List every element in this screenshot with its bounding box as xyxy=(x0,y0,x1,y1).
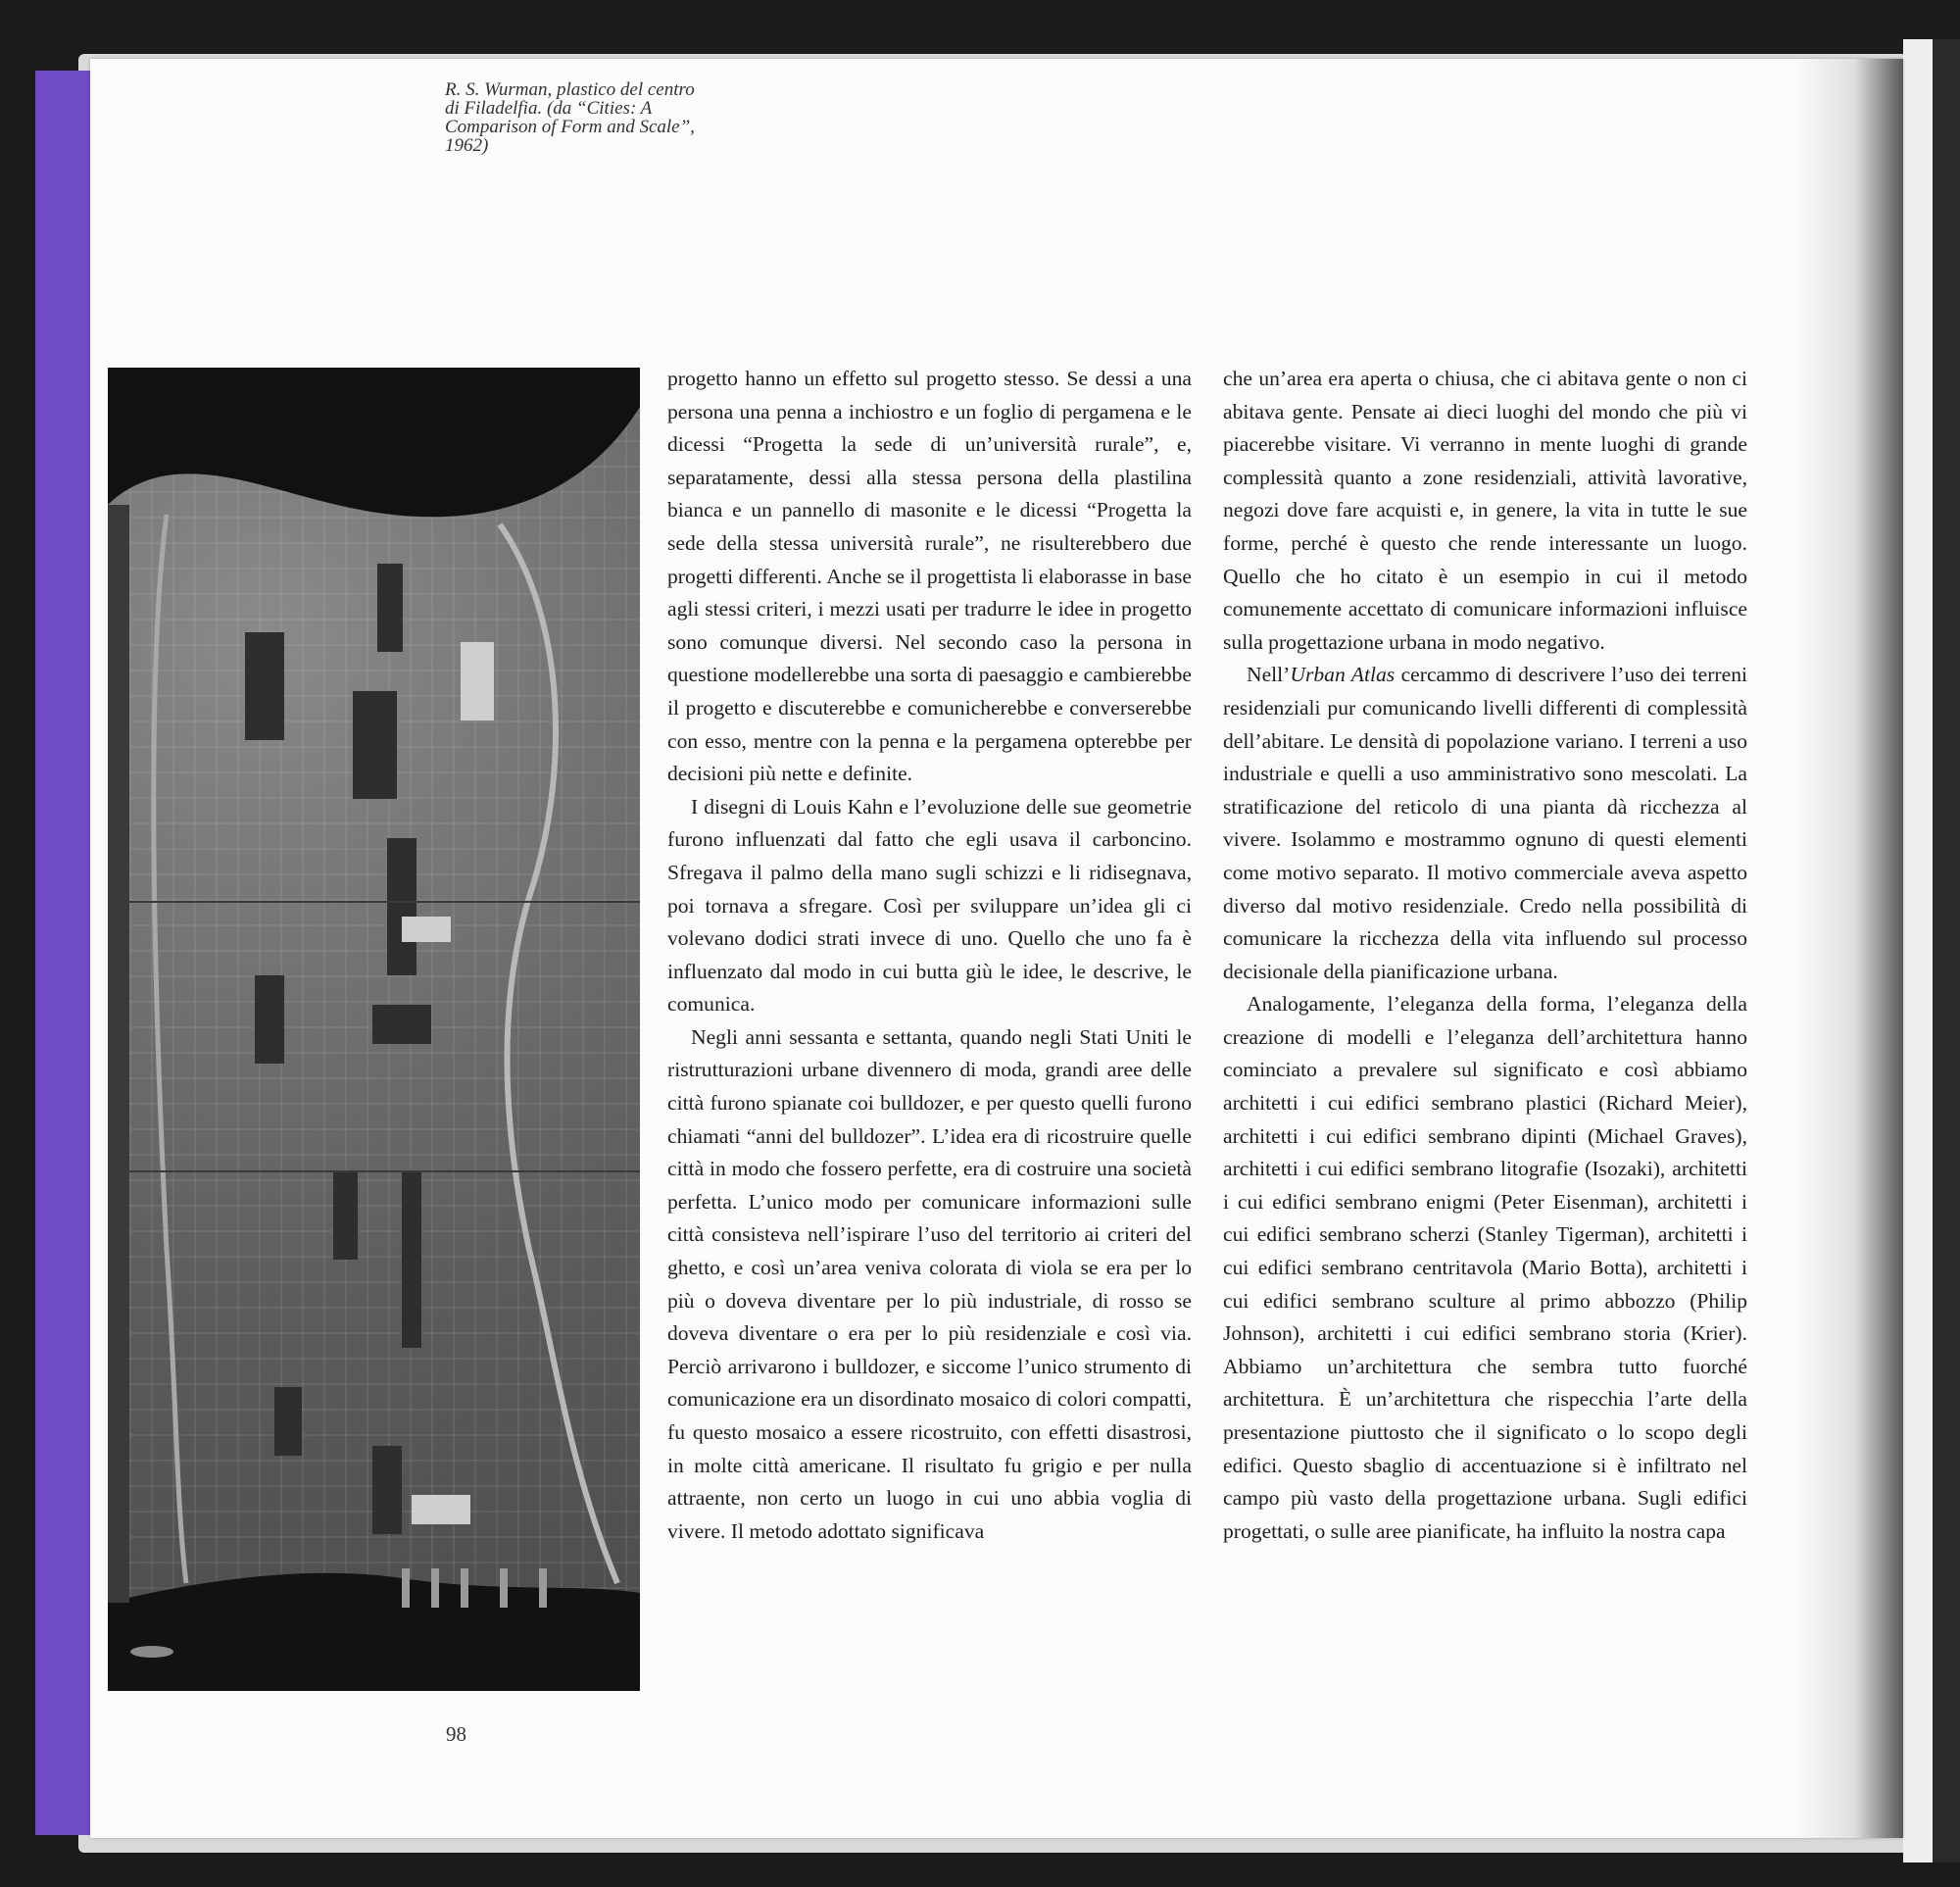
purple-page-edge xyxy=(35,71,96,1835)
boulevard-right xyxy=(500,524,617,1583)
paragraph: che un’area era aperta o chiusa, che ci abitava gente o non ci abitava gente. Pensate ai dieci luoghi del mondo che più vi piacerebbe visitare. Vi verranno in mente luoghi di grande complessità quanto a zone residenziali, attività lavorative, negozi dove fare acquisti e, in genere, la vita in tutte le sue forme, perché è questo che rende interessante un luogo. Quello che ho citato è un esempio in cui il metodo comunemente accettato di comunicare informazioni influisce sulla progettazione urbana in modo negativo. xyxy=(1223,367,1747,654)
left-edge-shadow xyxy=(108,505,129,1603)
caption-line-3: Comparison of Form and Scale”, xyxy=(445,117,695,137)
river-top xyxy=(108,368,640,517)
caption-line-1: R. S. Wurman, plastico del centro xyxy=(445,79,695,100)
page-number: 98 xyxy=(446,1722,466,1746)
lit-blocks xyxy=(402,642,494,1524)
boat xyxy=(130,1646,173,1658)
page-gutter-shadow xyxy=(1795,59,1903,1838)
city-model-illustration xyxy=(108,368,640,1691)
text-column-left xyxy=(667,363,1192,1548)
river-bottom xyxy=(108,1573,640,1691)
paragraph-start: Nell’ xyxy=(1247,663,1291,687)
paragraph-rest: cercammo di descrivere l’uso dei terreni residenziali pur comunicando livelli differenti di complessità dell’abitare. Le densità di popolazione variano. I terreni a uso industriale e quelli a uso amministrativo sono mescolati. La stratificazione del reticolo di una pianta dà ricchezza al vivere. Isolammo e mostrammo ognuno di questi elementi come motivo separato. Il motivo commerciale aveva aspetto diverso dal motivo residenziale. Credo nella possibilità di comunicare la ricchezza della vita influendo sul processo decisionale della pianificazione urbana. xyxy=(1223,663,1747,983)
caption-line-4: 1962) xyxy=(445,135,489,156)
paragraph: Negli anni sessanta e settanta, quando negli Stati Uniti le ristrutturazioni urbane divennero di moda, grandi aree delle città furono spianate coi bulldozer, e per questo quelli furono chiamati “anni del bulldozer”. L’idea era di ricostruire quelle città in modo che fossero perfette, era di costruire una società perfetta. L’unico modo per comunicare informazioni sulle città consisteva nell’ispirare l’uso del territorio ai criteri del ghetto, e così un’area veniva colorata di viola se era per lo più o doveva diventare per lo più industriale, di rosso se doveva diventare o era per lo più residenziale e così via. Perciò arrivarono i bulldozer, e siccome l’unico strumento di comunicazione era un disordinato mosaico di colori compatti, fu questo mosaico a essere ricostruito, con effetti disastrosi, in molte città americane. Il risultato fu grigio e per nulla attraente, non certo un luogo in cui uno abbia voglia di vivere. Il metodo adottato significava xyxy=(667,1024,1192,1543)
boulevard-left xyxy=(154,515,186,1583)
central-blocks xyxy=(245,564,431,1534)
facing-page-edge xyxy=(1903,39,1960,1862)
paragraph: progetto hanno un effetto sul progetto stesso. Se dessi a una persona una penna a inchiostro e un foglio di pergamena e le dicessi “Progetta la sede di un’università rurale”, e, separatamente, dessi alla stessa persona della plastilina bianca e un pannello di masonite e le dicessi “Progetta la sede della stessa università rurale”, ne risulterebbero due progetti differenti. Anche se il progettista li elaborasse in base agli stessi criteri, i mezzi usati per tradurre le idee in progetto sono comunque diversi. Nel secondo caso la persona in questione modellerebbe una sorta di paesaggio e cambierebbe il progetto e discuterebbe e comunicherebbe e converserebbe con esso, mentre con la penna e la pergamena opterebbe per decisioni più nette e definite. xyxy=(667,367,1192,786)
paragraph: Analogamente, l’eleganza della forma, l’eleganza della creazione di modelli e l’eleganza dell’architettura hanno cominciato a prevalere sul significato e così abbiamo architetti i cui edifici sembrano plastici (Richard Meier), architetti i cui edifici sembrano dipinti (Michael Graves), architetti i cui edifici sembrano litografie (Isozaki), architetti i cui edifici sembrano enigmi (Peter Eisenman), architetti i cui edifici sembrano scherzi (Stanley Tigerman), architetti i cui edifici sembrano centritavola (Mario Botta), architetti i cui edifici sembrano sculture al primo abbozzo (Philip Johnson), architetti i cui edifici sembrano storia (Krier). Abbiamo un’architettura che sembra tutto fuorché architettura. È un’architettura che rispecchia l’arte della presentazione piuttosto che il significato o lo scopo degli edifici. Questo sbaglio di accentuazione si è infiltrato nel campo più vasto della progettazione urbana. Sugli edifici progettati, o sulle aree pianificate, ha influito la nostra capa xyxy=(1223,992,1747,1543)
book-title: Urban Atlas xyxy=(1290,663,1396,687)
paragraph: I disegni di Louis Kahn e l’evoluzione delle sue geometrie furono influenzati dal fatto che egli usava il carboncino. Sfregava il palmo della mano sugli schizzi e li ridisegnava, poi tornava a sfregare. Così per sviluppare un’idea gli ci volevano dodici strati invece di uno. Quello che uno fa è influenzato dal modo in cui butta giù le idee, le descrive, le comunica. xyxy=(667,794,1192,1017)
caption-line-2: di Filadelfia. (da “Cities: A xyxy=(445,98,653,119)
text-column-right xyxy=(1223,363,1747,1548)
figure-caption xyxy=(445,80,817,155)
paragraph xyxy=(1223,659,1747,988)
city-model-photo xyxy=(108,368,640,1691)
